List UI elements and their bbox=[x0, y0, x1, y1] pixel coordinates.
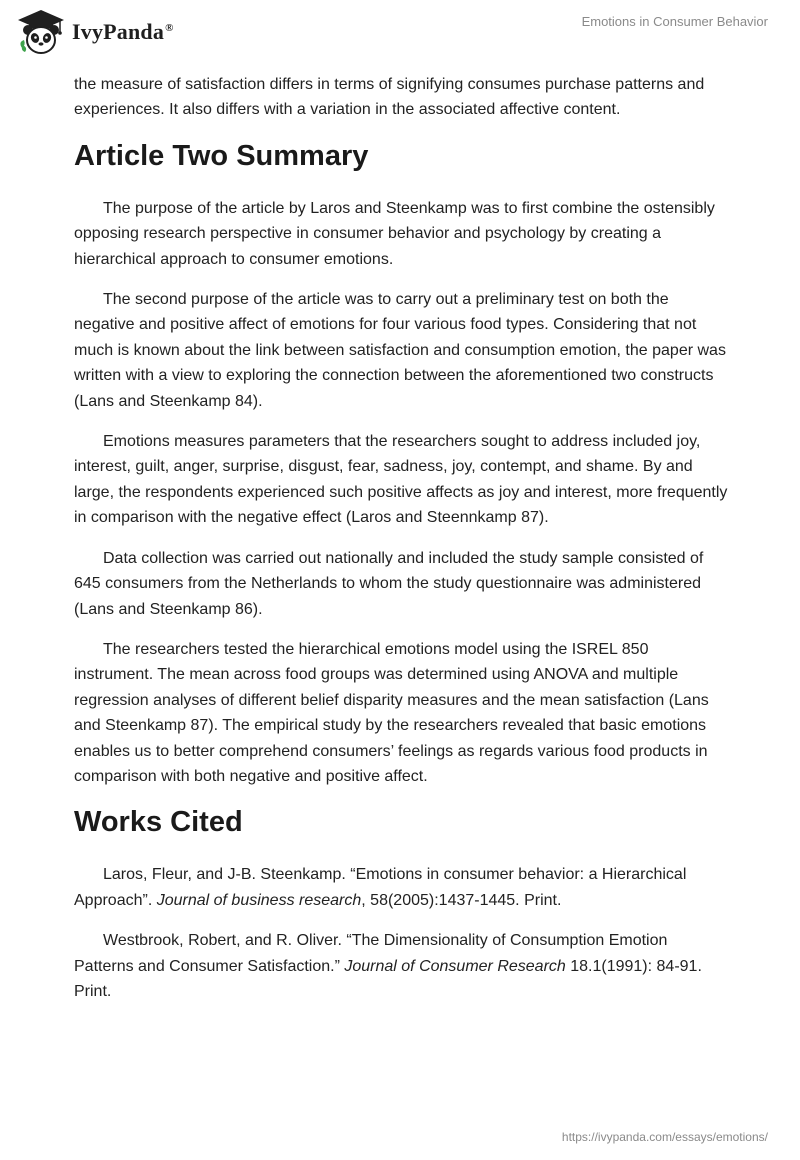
article-two-paragraph-2: The second purpose of the article was to carry out a preliminary test on both the negative and positive affect of emotions for four various food types. Considering that not much is known about the link between satisfaction and consumption emotion, the paper was written with a view to exploring the connection between the aforementioned two constructs (Lans and Steenkamp 84). bbox=[74, 291, 726, 410]
article-two-paragraph-3: Emotions measures parameters that the researchers sought to address included joy, interest, guilt, anger, surprise, disgust, fear, sadness, joy, contempt, and shame. By and large, the respondents experienced such positive affects as joy and interest, more frequently in comparison with the negative effect (Laros and Steennkamp 87). bbox=[74, 433, 728, 527]
page-header bbox=[0, 0, 800, 64]
citation-2-details: 18.1(1991): 84-91. Print. bbox=[74, 957, 702, 1000]
article-two-paragraph-4: Data collection was carried out nationally and included the study sample consisted of 645 consumers from the Netherlands to whom the study questionnaire was administered (Lans and Steenkamp 86). bbox=[74, 549, 704, 618]
citation-2-journal: Journal of Consumer Research bbox=[344, 957, 566, 975]
citation-entry-2 bbox=[74, 928, 728, 1004]
citation-1-details: , 58(2005):1437-1445. Print. bbox=[361, 891, 562, 909]
citation-entry-1 bbox=[74, 862, 728, 913]
article-two-heading: Article Two Summary bbox=[74, 139, 369, 172]
source-url[interactable]: https://ivypanda.com/essays/emotions/ bbox=[561, 1130, 768, 1144]
essay-content bbox=[74, 72, 728, 1019]
panda-graduate-icon bbox=[16, 8, 66, 56]
works-cited-heading: Works Cited bbox=[74, 806, 243, 839]
citation-2-authors-title: Westbrook, Robert, and R. Oliver. “The Dimensionality of Consumption Emotion Patterns and Consumer Satisfaction.” bbox=[74, 932, 668, 975]
article-two-paragraph-1: The purpose of the article by Laros and Steenkamp was to first combine the ostensibly opposing research perspective in consumer behavior and psychology by creating a hierarchical approach to consumer emotions. bbox=[74, 199, 715, 268]
logo-text bbox=[72, 19, 174, 45]
logo-name: IvyPanda bbox=[72, 19, 165, 44]
citation-1-journal: Journal of business research bbox=[156, 891, 362, 909]
article-two-paragraph-5: The researchers tested the hierarchical emotions model using the ISREL 850 instrument. The mean across food groups was determined using ANOVA and multiple regression analyses of different belief disparity measures and the mean satisfaction (Lans and Steenkamp 87). The empirical study by the researchers revealed that basic emotions enables us to better comprehend consumers’ feelings as regards various food products in comparison with both negative and positive affect. bbox=[74, 640, 709, 785]
intro-paragraph: the measure of satisfaction differs in terms of signifying consumes purchase patterns and experiences. It also differs with a variation in the associated affective content. bbox=[74, 76, 705, 119]
citation-1-authors-title: Laros, Fleur, and J-B. Steenkamp. “Emotions in consumer behavior: a Hierarchical Approach”. bbox=[74, 866, 687, 909]
document-title: Emotions in Consumer Behavior bbox=[581, 14, 768, 29]
ivypanda-logo[interactable] bbox=[16, 8, 174, 56]
logo-registered-mark: ® bbox=[165, 21, 174, 34]
